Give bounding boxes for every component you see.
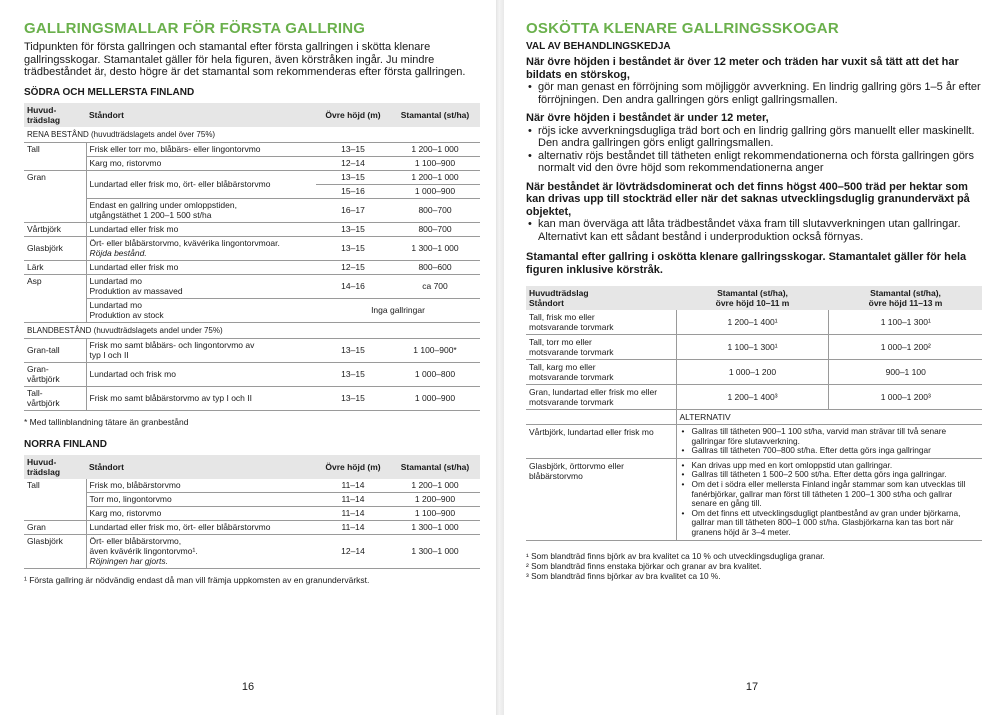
footnote: ¹ Som blandträd finns björk av bra kvalitet ca 10 % och utvecklingsdugliga granar. bbox=[526, 550, 825, 561]
table-row: Gran Lundartad eller frisk mo, ört- eller blåbärstorvmo 11–14 1 300–1 000 bbox=[24, 520, 480, 534]
section-heading-north: NORRA FINLAND bbox=[24, 438, 107, 450]
col-species: Huvud- trädslag bbox=[24, 103, 86, 127]
section-mixed: BLANDBESTÅND (huvudträdslagets andel under 75%) bbox=[24, 322, 480, 338]
page-number-right: 17 bbox=[745, 681, 759, 693]
table-row: Vårtbjörk, lundartad eller frisk mo • Gallras till tätheten 900–1 100 st/ha, varvid man strävar till två senare gallringar före slutavverkning. • Gallras till tätheten 700–800 st/ha. Efter detta görs inga gallringar bbox=[526, 425, 982, 459]
bullet-list-2 bbox=[526, 125, 982, 175]
table-north: Huvud- trädslag Ståndort Övre höjd (m) Stamantal (st/ha) Tall Frisk mo, blåbärstorvmo 11–14 1 200–1 000 Torr mo, lingontorvmo 11–14 1 200–900 Karg mo, ristorvmo 11–14 1 100–900 Gran Lundartad eller frisk mo, ört- eller blåbärstorvmo 11–14 1 300–1 000 Glasbjörk Ört- eller blåbärstorvmo, även kvävérik lingontorvmo¹. Röjningen har gjorts. 12–14 1 300–1 000 bbox=[24, 455, 480, 569]
subheading: VAL AV BEHANDLINGSKEDJA bbox=[526, 41, 671, 52]
list-item: • Gallras till tätheten 900–1 100 st/ha, varvid man strävar till två senare gallringar före slutavverkning. bbox=[692, 427, 980, 446]
intro-text: Tidpunkten för första gallringen och stamantal efter första gallringen i skötta klenare gallringsskogar. Stamantalet gäller för hela figuren, även körstråken ingår. Ju mindre trädbeståndet är, desto högre är det stamantal som rekommenderas efter första gallringen. bbox=[24, 41, 466, 78]
col-stems: Stamantal (st/ha) bbox=[390, 103, 480, 127]
table-row: Glasbjörk Ört- eller blåbärstorvmo, kvävérika lingontorvmoar. Röjda bestånd. 13–15 1 300–1 000 bbox=[24, 236, 480, 260]
table-row: Lärk Lundartad eller frisk mo 12–15 800–600 bbox=[24, 260, 480, 274]
list-item: • alternativ röjs beståndet till tätheten enligt rekommendationerna och första gallringen görs normalt vid den övre höjd som rekommendationerna anger bbox=[538, 150, 982, 175]
table-row: Vårtbjörk Lundartad eller frisk mo 13–15 800–700 bbox=[24, 222, 480, 236]
table-unmanaged: Huvudträdslag Ståndort Stamantal (st/ha), övre höjd 10–11 m Stamantal (st/ha), övre höjd 11–13 m Tall, frisk mo eller motsvarande torvmark 1 200–1 400¹ 1 100–1 300¹ Tall, torr mo eller motsvarande torvmark 1 100–1 300¹ 1 000–1 200² Tall, karg mo eller motsvarande torvmark 1 000–1 200 900–1 100 Gran, lundartad eller frisk mo eller motsvarande torvmark 1 200–1 400³ 1 000–1 200³ ALTERNATIV Vårtbjörk, lundartad eller frisk mo • Gallras till tätheten 900–1 100 st/ha, varvid man strävar till två senare gallringar före slutavverkning. • Gallras till tätheten 700–800 st/ha. Efter detta görs inga gallringar Glasbjörk, örttorvmo eller blåbärstorvmo • Kan drivas upp med en kort omloppstid utan gallringar. • Gallras till tätheten 1 500–2 500 st/ha. Efter detta görs inga gallringar. • Om det i södra eller mellersta Finland ingår stammar som kan utvecklas till fanérbjörkar, gallrar man först till tätheten 1 200–1 300 st/ha och gallrar senare en gång till. • Om det finns ett utvecklingsdugligt plantbestånd av gran under björkarna, gallrar man till tätheten 800–1 000 st/ha. Glasbjörkarna kan tas bort när granens höjd är 3–4 meter. bbox=[526, 286, 982, 541]
footnote-south: * Med tallinblandning tätare än granbestånd bbox=[24, 416, 189, 427]
list-item: • Om det i södra eller mellersta Finland ingår stammar som kan utvecklas till fanérbjörkar, gallrar man först till tätheten 1 200–1 300 st/ha och gallrar senare en gång till. bbox=[692, 480, 980, 509]
table-row: Tall, karg mo eller motsvarande torvmark 1 000–1 200 900–1 100 bbox=[526, 360, 982, 385]
table-row: Gran, lundartad eller frisk mo eller motsvarande torvmark 1 200–1 400³ 1 000–1 200³ bbox=[526, 385, 982, 410]
section-heading-south: SÖDRA OCH MELLERSTA FINLAND bbox=[24, 86, 195, 98]
table-row: Gran Lundartad eller frisk mo, ört- eller blåbärstorvmo 13–15 1 200–1 000 bbox=[24, 170, 480, 184]
table-row: Asp Lundartad mo Produktion av massaved 14–16 ca 700 bbox=[24, 274, 480, 298]
alt-label-row: ALTERNATIV bbox=[526, 410, 982, 425]
treatment-text: När övre höjden i beståndet är över 12 meter och träden har vuxit så tätt att det har bildats en störskog, • gör man genast en förröjning som möjliggör avverkning. En lindrig gallring görs 1–5 år efter förröjningen. Den andra gallringen görs enligt gallringsmallen. När övre höjden i beståndet är under 12 meter, • röjs icke avverkningsdugliga träd bort och en lindrig gallring görs manuellt eller maskinellt. Den andra gallringen görs enligt gallringsmallen. • alternativ röjs beståndet till tätheten enligt rekommendationerna och första gallringen görs normalt vid den övre höjd som rekommendationerna anger När beståndet är lövträdsdominerat och det finns högst 400–500 träd per hektar som kan drivas upp till stockträd eller när det saknas utvecklingsduglig granunderväxt på objektet, • kan man överväga att låta trädbeståndet växa fram till slutavverkningen utan gallringar. Alternativt kan ett sådant bestånd i underproduktion också förnyas. Stamantal efter gallring i oskötta klenare gallringsskogar. Stamantalet gäller för hela figuren inklusive körstråk. bbox=[526, 56, 982, 276]
list-item: • röjs icke avverkningsdugliga träd bort och en lindrig gallring görs manuellt eller maskinellt. Den andra gallringen görs enligt gallringsmallen. bbox=[538, 125, 982, 150]
table-row: 15–16 1 000–900 bbox=[24, 184, 480, 198]
col-site: Ståndort bbox=[86, 103, 316, 127]
page-left bbox=[0, 0, 496, 715]
table-row: Gran-tall Frisk mo samt blåbärs- och lingontorvmo av typ I och II 13–15 1 100–900* bbox=[24, 338, 480, 362]
page-number-left: 16 bbox=[241, 681, 255, 693]
table-row: Tall, torr mo eller motsvarande torvmark 1 100–1 300¹ 1 000–1 200² bbox=[526, 335, 982, 360]
footnote: ² Som blandträd finns enstaka björkar och granar av bra kvalitet. bbox=[526, 560, 762, 571]
table-south bbox=[24, 103, 480, 411]
col-height: Övre höjd (m) bbox=[316, 103, 390, 127]
table-row: Glasbjörk, örttorvmo eller blåbärstorvmo • Kan drivas upp med en kort omloppstid utan gallringar. • Gallras till tätheten 1 500–2 500 st/ha. Efter detta görs inga gallringar. • Om det i södra eller mellersta Finland ingår stammar som kan utvecklas till fanérbjörkar, gallrar man först till tätheten 1 200–1 300 st/ha och gallrar senare en gång till. • Om det finns ett utvecklingsdugligt plantbestånd av gran under björkarna, gallrar man till tätheten 800–1 000 st/ha. Glasbjörkarna kan tas bort när granens höjd är 3–4 meter. bbox=[526, 458, 982, 540]
footnote-north: ¹ Första gallring är nödvändig endast då man vill främja uppkomsten av en granundervärkst. bbox=[24, 574, 370, 585]
list-item: • Om det finns ett utvecklingsdugligt plantbestånd av gran under björkarna, gallrar man till tätheten 800–1 000 st/ha. Glasbjörkarna kan tas bort när granens höjd är 3–4 meter. bbox=[692, 509, 980, 538]
page-title: GALLRINGSMALLAR FÖR FÖRSTA GALLRING bbox=[24, 20, 366, 37]
table-row: Lundartad mo Produktion av stock Inga gallringar bbox=[24, 298, 480, 322]
table-row: Tall, frisk mo eller motsvarande torvmark 1 200–1 400¹ 1 100–1 300¹ bbox=[526, 310, 982, 335]
list-item: • kan man överväga att låta trädbeståndet växa fram till slutavverkningen utan gallringar. Alternativt kan ett sådant bestånd i underproduktion också förnyas. bbox=[538, 218, 982, 243]
section-pure: RENA BESTÅND (huvudträdslagets andel över 75%) bbox=[24, 127, 480, 143]
page-right bbox=[504, 0, 1000, 715]
table-row: Karg mo, ristorvmo 11–14 1 100–900 bbox=[24, 506, 480, 520]
footnotes-right bbox=[526, 551, 982, 581]
table-row: Tall- vårtbjörk Frisk mo samt blåbärstorvmo av typ I och II 13–15 1 000–900 bbox=[24, 386, 480, 410]
table-row: Torr mo, lingontorvmo 11–14 1 200–900 bbox=[24, 492, 480, 506]
table-row: Gran- vårtbjörk Lundartad och frisk mo 13–15 1 000–800 bbox=[24, 362, 480, 386]
book-gutter bbox=[496, 0, 504, 715]
bullet-list-3 bbox=[526, 218, 982, 243]
table-row: Glasbjörk Ört- eller blåbärstorvmo, även kvävérik lingontorvmo¹. Röjningen har gjorts. 12–14 1 300–1 000 bbox=[24, 534, 480, 568]
table-row: Karg mo, ristorvmo 12–14 1 100–900 bbox=[24, 156, 480, 170]
table-row: Tall Frisk mo, blåbärstorvmo 11–14 1 200–1 000 bbox=[24, 479, 480, 493]
table-row: Tall Frisk eller torr mo, blåbärs- eller lingontorvmo 13–15 1 200–1 000 bbox=[24, 142, 480, 156]
table-row: Endast en gallring under omloppstiden, utgångstäthet 1 200–1 500 st/ha 16–17 800–700 bbox=[24, 198, 480, 222]
list-item: • gör man genast en förröjning som möjliggör avverkning. En lindrig gallring görs 1–5 år efter förröjningen. Den andra gallringen görs enligt gallringsmallen. bbox=[538, 81, 982, 106]
page-title-right: OSKÖTTA KLENARE GALLRINGSSKOGAR bbox=[526, 20, 839, 37]
list-item: • Gallras till tätheten 700–800 st/ha. Efter detta görs inga gallringar bbox=[692, 446, 980, 456]
footnote: ³ Som blandträd finns björkar av bra kvalitet ca 10 %. bbox=[526, 570, 721, 581]
list-item: • Gallras till tätheten 1 500–2 500 st/ha. Efter detta görs inga gallringar. bbox=[692, 470, 980, 480]
list-item: • Kan drivas upp med en kort omloppstid utan gallringar. bbox=[692, 461, 980, 471]
bullet-list-1 bbox=[526, 81, 982, 106]
